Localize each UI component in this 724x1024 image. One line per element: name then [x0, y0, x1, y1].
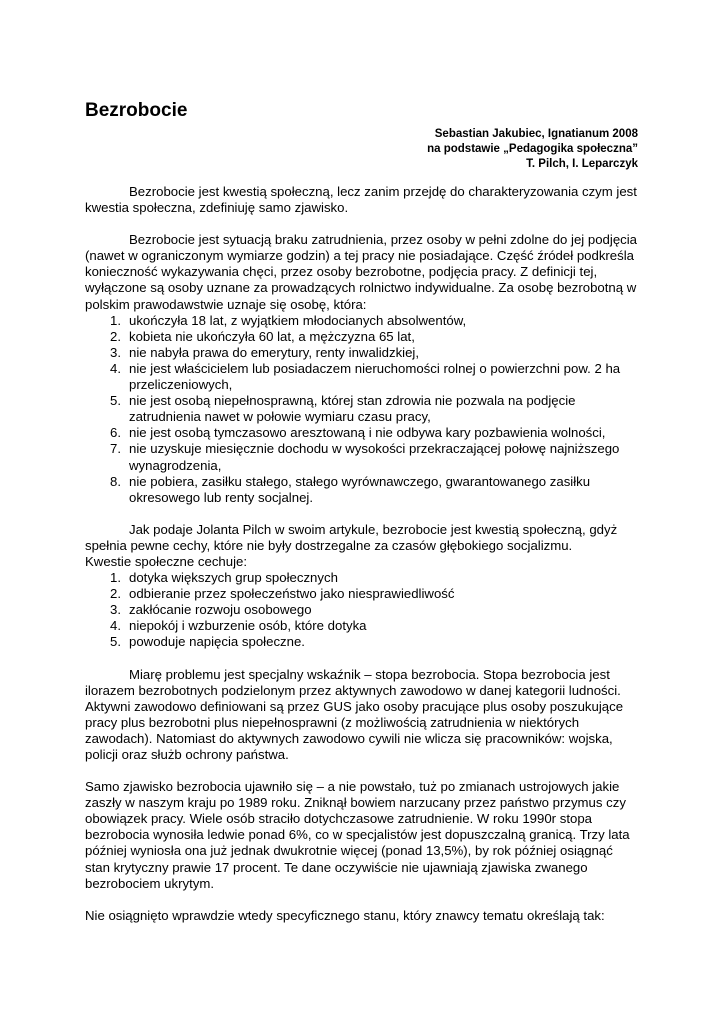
list-item: 3. nie nabyła prawa do emerytury, renty inwalidzkiej, [110, 344, 420, 360]
paragraph-definition: Bezrobocie jest sytuacją braku zatrudnienia, przez osoby w pełni zdolne do jej podjęcia (nawet w ograniczonym wymiarze godzin) a tej pracy nie posiadające. Część źródeł podkreśla konieczność wykazywania chęci, przez osoby bezrobotne, podjęcia pracy. Z definicji tej, wyłączone są osoby uznane za prowadzących rolnictwo indywidualne. Za osobę bezrobotną w polskim prawodawstwie uznaje się osobę, która: [85, 232, 638, 312]
paragraph-features-intro: Kwestie społeczne cechuje: [85, 553, 248, 569]
list-item: 2. kobieta nie ukończyła 60 lat, a mężczyzna 65 lat, [110, 328, 415, 344]
list-item: 1. dotyka większych grup społecznych [110, 570, 338, 586]
list-item: 8. nie pobiera, zasiłku stałego, stałego wyrównawczego, gwarantowanego zasiłku okresowego lub renty socjalnej. [110, 473, 591, 505]
list-item: 2. odbieranie przez społeczeństwo jako niesprawiedliwość [110, 586, 455, 602]
list-item: 4. niepokój i wzburzenie osób, które dotyka [110, 618, 367, 634]
list-item: 6. nie jest osobą tymczasowo aresztowaną i nie odbywa kary pozbawienia wolności, [110, 425, 606, 441]
paragraph-measure: Miarę problemu jest specjalny wskaźnik – stopa bezrobocia. Stopa bezrobocia jest ilorazem bezrobotnych podzielonym przez aktywnych zawodowo w danej kategorii ludności. Aktywni zawodowo definiowani są przez GUS jako osoby pracujące plus osoby poszukujące pracy plus bezrobotni plus niepełnosprawni (z możliwością zatrudnienia w niektórych zawodach). Natomiast do aktywnych zawodowo cywili nie wlicza się pracowników: wojska, policji oraz służb ochrony państwa. [85, 666, 624, 762]
paragraph-intro: Bezrobocie jest kwestią społeczną, lecz zanim przejdę do charakteryzowania czym jest kwestia społeczna, zdefiniuję samo zjawisko. [85, 184, 637, 216]
author-line-1: Sebastian Jakubiec, Ignatianum 2008 [434, 128, 638, 140]
paragraph-social-issue: Jak podaje Jolanta Pilch w swoim artykule, bezrobocie jest kwestią społeczną, gdyż spełnia pewne cechy, które nie były dostrzegalne za czasów głębokiego socjalizmu. [85, 521, 618, 553]
list-item: 7. nie uzyskuje miesięcznie dochodu w wysokości przekraczającej połowę najniższego wynagrodzenia, [110, 441, 620, 473]
author-line-2: na podstawie „Pedagogika społeczna” [427, 143, 638, 155]
paragraph-history: Samo zjawisko bezrobocia ujawniło się – a nie powstało, tuż po zmianach ustrojowych jakie zaszły w naszym kraju po 1989 roku. Zniknął bowiem narzucany przez państwo przymus czy obowiązek pracy. Wiele osób straciło dotychczasowe zatrudnienie. W roku 1990r stopa bezrobocia wynosiła ledwie ponad 6%, co w specjalistów jest dopuszczalną granicą. Trzy lata później wyniosła ona już jednak dwukrotnie więcej (ponad 13,5%), by rok później osiągnąć stan krytyczny prawie 17 procent. Te dane oczywiście nie ujawniają zjawiska zwanego bezrobociem ukrytym. [85, 779, 630, 891]
author-block [427, 127, 638, 172]
criteria-list [85, 313, 641, 506]
list-item: 1. ukończyła 18 lat, z wyjątkiem młodocianych absolwentów, [110, 312, 467, 328]
list-item: 5. powoduje napięcia społeczne. [110, 634, 305, 650]
features-list [85, 570, 641, 650]
list-item: 3. zakłócanie rozwoju osobowego [110, 602, 312, 618]
list-item: 5. nie jest osobą niepełnosprawną, której stan zdrowia nie pozwala na podjęcie zatrudnienia nawet w połowie wymiaru czasu pracy, [110, 393, 576, 425]
list-item: 4. nie jest właścicielem lub posiadaczem nieruchomości rolnej o powierzchni pow. 2 ha przeliczeniowych, [110, 360, 621, 393]
paragraph-closing: Nie osiągnięto wprawdzie wtedy specyficznego stanu, który znawcy tematu określają tak: [85, 907, 605, 923]
document-body [85, 184, 641, 924]
page-title: Bezrobocie [85, 100, 188, 121]
author-line-3: T. Pilch, I. Leparczyk [526, 158, 638, 170]
